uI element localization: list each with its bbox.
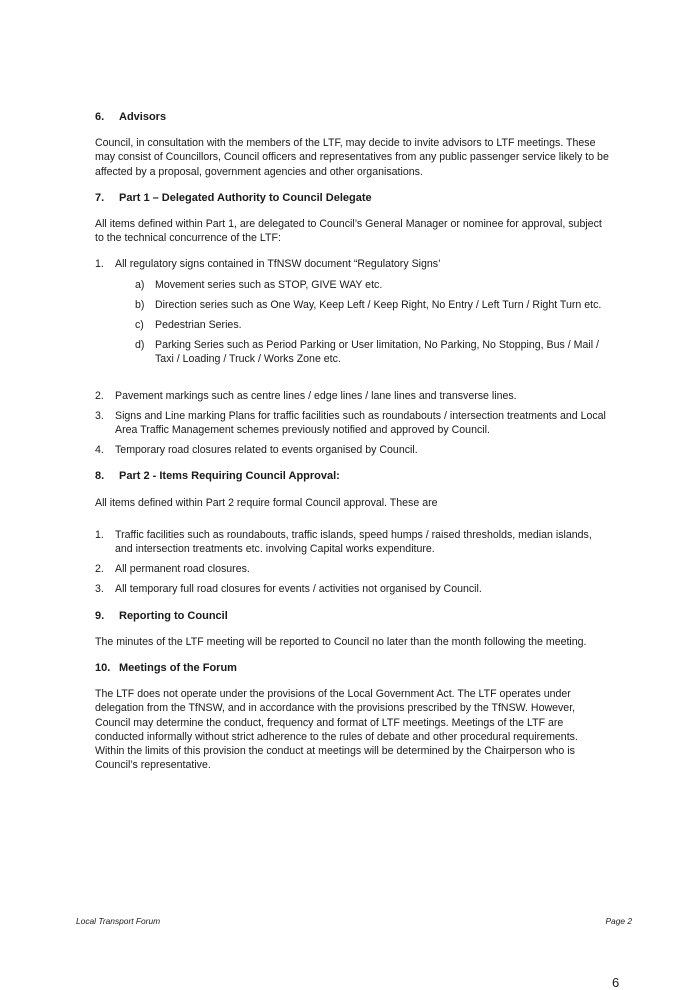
list-item (95, 528, 610, 556)
part1-intro-paragraph: All items defined within Part 1, are delegated to Council’s General Manager or nominee for approval, subject to the technical concurrence of the LTF: (95, 218, 602, 245)
section-heading-part1 (95, 191, 610, 205)
section-heading-advisors (95, 110, 610, 124)
part1-list (95, 257, 610, 457)
section-title: Part 2 - Items Requiring Council Approval: (119, 470, 340, 483)
section-heading-reporting (95, 609, 610, 623)
list-item-text: All regulatory signs contained in TfNSW document “Regulatory Signs’ (115, 258, 441, 271)
section-heading-part2 (95, 469, 610, 483)
list-item-number: 2. (95, 389, 104, 402)
list-item-text: Temporary road closures related to events organised by Council. (115, 444, 418, 457)
reporting-paragraph: The minutes of the LTF meeting will be reported to Council no later than the month following the meeting. (95, 635, 587, 648)
sublist-item-text: Pedestrian Series. (155, 319, 242, 332)
part2-intro-paragraph: All items defined within Part 2 require formal Council approval. These are (95, 496, 438, 509)
sublist-item-text: Parking Series such as Period Parking or User limitation, No Parking, No Stopping, Bus / Mail / Taxi / Loading / Truck / Works Zone etc. (155, 339, 599, 366)
sublist-item-letter: d) (135, 339, 145, 352)
section-number: 7. (95, 191, 105, 204)
section-number: 9. (95, 609, 105, 622)
section-number: 8. (95, 470, 105, 483)
sublist-item-text: Direction series such as One Way, Keep Left / Keep Right, No Entry / Left Turn / Right Turn etc. (155, 298, 602, 311)
list-item-number: 1. (95, 258, 104, 271)
section-number: 10. (95, 662, 111, 675)
section-title: Part 1 – Delegated Authority to Council Delegate (119, 191, 372, 204)
sublist-item-letter: c) (135, 319, 144, 332)
section-title: Reporting to Council (119, 609, 228, 622)
footer-title: Local Transport Forum (76, 916, 161, 926)
document-body (95, 110, 610, 785)
meetings-paragraph: The LTF does not operate under the provisions of the Local Government Act. The LTF operates under delegation from the TfNSW, and in accordance with the provisions prescribed by the TfNSW. However, Council may determine the conduct, frequency and format of LTF meetings. Meetings of the LTF are conducted informally without strict adherence to the rules of debate and other procedural requirements. Within the limits of this provision the conduct at meetings will be determined by the Chairperson who is Council’s representative. (95, 688, 578, 772)
list-item-text: Traffic facilities such as roundabouts, traffic islands, speed humps / raised thresholds, median islands, and intersection treatments etc. involving Capital works expenditure. (115, 528, 592, 556)
part2-list (95, 528, 610, 597)
page-footer (76, 916, 632, 926)
list-item-number: 1. (95, 528, 104, 541)
sublist-item (135, 278, 610, 292)
list-item-text: All permanent road closures. (115, 563, 250, 576)
list-item (95, 257, 610, 382)
section-title: Meetings of the Forum (119, 662, 237, 675)
advisors-paragraph: Council, in consultation with the members of the LTF, may decide to invite advisors to LTF meetings. These may consist of Councillors, Council officers and representatives from any public passenger service likely to be affected by a proposal, government agencies and other organisations. (95, 137, 609, 178)
list-item-number: 3. (95, 583, 104, 596)
list-item-text: Signs and Line marking Plans for traffic facilities such as roundabouts / intersection treatments and Local Area Traffic Management schemes previously notified and approved by Council. (115, 409, 606, 437)
list-item (95, 389, 610, 403)
list-item (95, 409, 610, 437)
list-item-number: 2. (95, 563, 104, 576)
section-number: 6. (95, 111, 105, 123)
sublist-item-text: Movement series such as STOP, GIVE WAY etc. (155, 278, 383, 291)
section-title: Advisors (119, 111, 167, 123)
sublist-item-letter: b) (135, 298, 145, 311)
page-number: 6 (612, 975, 620, 990)
sublist-item (135, 318, 610, 332)
regulatory-signs-sublist (135, 278, 610, 367)
sublist-item (135, 338, 610, 366)
list-item-number: 4. (95, 444, 104, 457)
sublist-item-letter: a) (135, 278, 145, 291)
section-heading-meetings (95, 661, 610, 675)
sublist-item (135, 298, 610, 312)
list-item-text: All temporary full road closures for events / activities not organised by Council. (115, 583, 482, 596)
list-item-text: Pavement markings such as centre lines / edge lines / lane lines and transverse lines. (115, 389, 517, 402)
list-item (95, 582, 610, 596)
list-item-number: 3. (95, 409, 104, 422)
footer-page-label: Page 2 (605, 916, 632, 926)
list-item (95, 562, 610, 576)
list-item (95, 443, 610, 457)
